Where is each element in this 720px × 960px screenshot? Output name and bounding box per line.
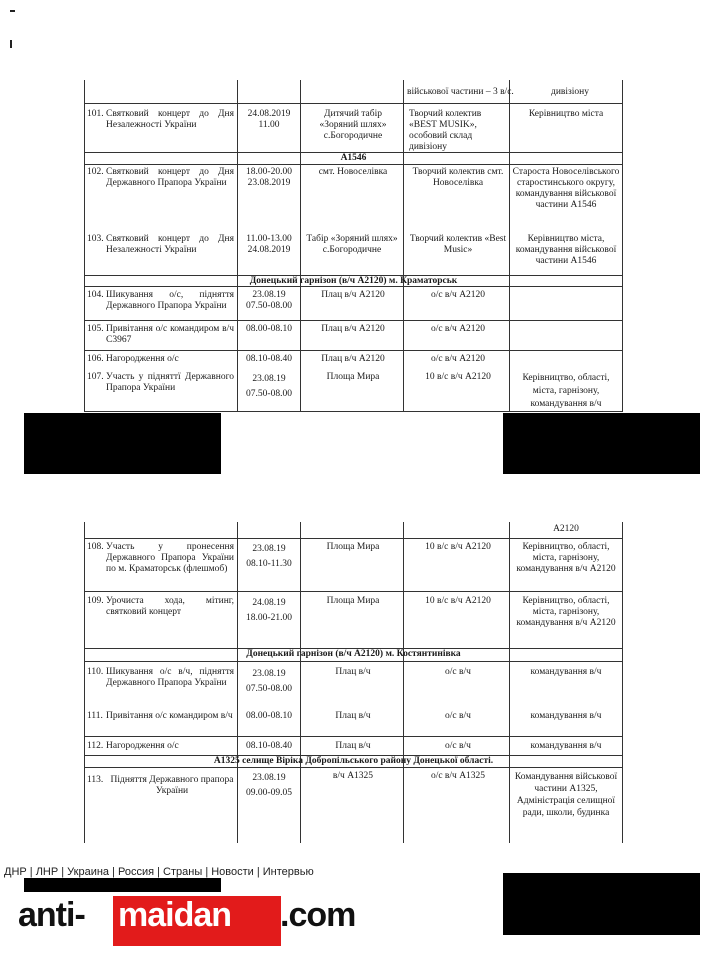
logo-text-anti: anti- bbox=[18, 896, 85, 934]
responsible-cell: командування в/ч bbox=[530, 711, 602, 721]
responsible-cell: Керівництво міста bbox=[528, 109, 604, 119]
date-cell: 08.10-08.40 bbox=[246, 741, 292, 751]
responsible-cell: Керівництво, області, міста, гарнізону, командування в/ч bbox=[522, 373, 610, 409]
section-header: Донецький гарнізон (в/ч А2120) м. Краматорськ bbox=[249, 276, 458, 286]
event-cell: Нагородження о/с bbox=[106, 741, 179, 751]
scan-mark bbox=[10, 40, 12, 48]
redaction-block bbox=[24, 878, 221, 892]
place-cell: Табір «Зоряний шлях» с.Богородичне bbox=[306, 234, 398, 255]
site-logo[interactable] bbox=[18, 896, 356, 946]
event-cell: Святковий концерт до Дня Незалежності України bbox=[106, 234, 234, 255]
row-number: 112. bbox=[87, 741, 104, 751]
responsible-cell: Керівництво, області, міста, гарнізону, командування в/ч А2120 bbox=[516, 596, 616, 628]
date-cell: 08.00-08.10 bbox=[246, 324, 292, 334]
responsible-cell: Командування військової частини А1325, Адміністрація селищної ради, школи, будинка bbox=[514, 772, 618, 818]
responsible-cell: дивізіону bbox=[550, 87, 590, 97]
responsible-cell: командування в/ч bbox=[530, 741, 602, 751]
date-cell: 23.08.19 08.10-11.30 bbox=[246, 544, 292, 569]
responsible-cell: Староста Новоселівського старостинського округу, командування військової частини А1546 bbox=[512, 167, 620, 210]
event-cell: Святковий концерт до Дня Державного Прапора України bbox=[106, 167, 234, 188]
row-number: 105. bbox=[87, 324, 104, 334]
date-cell: 23.08.19 07.50-08.00 bbox=[246, 290, 292, 311]
event-cell: Нагородження о/с bbox=[106, 354, 179, 364]
row-number: 101. bbox=[87, 109, 104, 119]
section-header: Донецький гарнізон (в/ч А2120) м. Костянтинівка bbox=[246, 649, 461, 659]
row-number: 110. bbox=[87, 667, 104, 677]
redaction-block bbox=[503, 873, 700, 935]
scan-mark bbox=[10, 10, 15, 12]
row-number: 102. bbox=[87, 167, 104, 177]
row-number: 113. bbox=[87, 775, 104, 785]
redaction-block bbox=[24, 413, 221, 474]
logo-text-com: .com bbox=[280, 896, 356, 934]
redaction-block bbox=[503, 413, 700, 474]
date-cell: 08.10-08.40 bbox=[246, 354, 292, 364]
row-number: 111. bbox=[87, 711, 103, 721]
row-number: 109. bbox=[87, 596, 104, 606]
date-cell: 11.00-13.00 24.08.2019 bbox=[246, 234, 292, 255]
row-number: 106. bbox=[87, 354, 104, 364]
row-number: 108. bbox=[87, 542, 104, 552]
date-cell: 18.00-20.00 23.08.2019 bbox=[246, 167, 292, 188]
date-cell: 23.08.19 09.00-09.05 bbox=[246, 773, 292, 798]
site-nav[interactable]: ДНР | ЛНР | Украина | Россия | Страны | Новости | Интервью bbox=[4, 866, 314, 878]
participants-cell: о/с в/ч А2120 bbox=[430, 324, 486, 334]
place-cell: в/ч А1325 bbox=[332, 771, 374, 781]
participants-cell: Творчий колектив «Best Music» bbox=[409, 234, 507, 255]
participants-cell: о/с в/ч bbox=[445, 741, 471, 751]
participants-cell: о/с в/ч А2120 bbox=[430, 354, 486, 364]
participants-cell: Творчий колектив смт. Новоселівка bbox=[412, 167, 504, 188]
date-cell: 24.08.2019 11.00 bbox=[247, 109, 291, 130]
place-cell: Плац в/ч bbox=[335, 667, 371, 677]
responsible-cell: командування в/ч bbox=[530, 667, 602, 677]
row-number: 107. bbox=[87, 372, 104, 382]
section-header: А1325 селище Віріка Добропільського району Донецької області. bbox=[213, 756, 494, 766]
participants-cell: 10 в/с в/ч А2120 bbox=[425, 372, 491, 382]
participants-cell: о/с в/ч А2120 bbox=[430, 290, 486, 300]
date-cell: 24.08.19 18.00-21.00 bbox=[246, 598, 292, 623]
event-cell: Святковий концерт до Дня Незалежності України bbox=[106, 109, 234, 130]
place-cell: Плац в/ч bbox=[335, 741, 371, 751]
row-number: 104. bbox=[87, 290, 104, 300]
participants-cell: 10 в/с в/ч А2120 bbox=[425, 596, 491, 606]
participants-cell: Творчий колектив «BEST MUSIK», особовий склад дивізіону bbox=[409, 109, 482, 152]
place-cell: Плац в/ч А2120 bbox=[321, 290, 385, 300]
place-cell: Плац в/ч А2120 bbox=[321, 324, 385, 334]
responsible-cell: Керівництво, області, міста, гарнізону, командування в/ч А2120 bbox=[516, 542, 616, 574]
participants-cell: військової частини – 3 в/с. bbox=[407, 87, 514, 97]
participants-cell: о/с в/ч bbox=[445, 667, 471, 677]
event-cell: Участь у підняттї Державного Прапора України bbox=[106, 372, 234, 393]
place-cell: Площа Мира bbox=[326, 596, 380, 606]
responsible-cell: А2120 bbox=[553, 524, 579, 534]
participants-cell: 10 в/с в/ч А2120 bbox=[425, 542, 491, 552]
section-header: А1546 bbox=[340, 153, 367, 163]
place-cell: Плац в/ч А2120 bbox=[321, 354, 385, 364]
event-cell: Підняття Державного прапора України bbox=[110, 775, 234, 796]
event-cell: Привітання о/с командиром в/ч С3967 bbox=[106, 324, 234, 345]
place-cell: смт. Новоселівка bbox=[318, 167, 388, 177]
event-cell: Урочиста хода, мітинг, святковий концерт bbox=[106, 596, 234, 617]
event-cell: Участь у пронесення Державного Прапора України по м. Краматорськ (флешмоб) bbox=[106, 542, 234, 574]
event-cell: Шикування о/с в/ч, підняття Державного Прапора України bbox=[106, 667, 234, 688]
place-cell: Дитячий табір «Зоряний шлях» с.Богородичне bbox=[319, 109, 387, 141]
place-cell: Плац в/ч bbox=[335, 711, 371, 721]
participants-cell: о/с в/ч bbox=[445, 711, 471, 721]
responsible-cell: Керівництво міста, командування військової частини А1546 bbox=[515, 234, 617, 266]
row-number: 103. bbox=[87, 234, 104, 244]
logo-text-maidan: maidan bbox=[118, 896, 232, 934]
date-cell: 08.00-08.10 bbox=[246, 711, 292, 721]
event-cell: Шикування о/с, підняття Державного Прапора України bbox=[106, 290, 234, 311]
event-cell: Привітання о/с командиром в/ч bbox=[106, 711, 233, 721]
date-cell: 23.08.19 07.50-08.00 bbox=[246, 374, 292, 399]
participants-cell: о/с в/ч А1325 bbox=[430, 771, 486, 781]
place-cell: Площа Мира bbox=[326, 372, 380, 382]
place-cell: Площа Мира bbox=[326, 542, 380, 552]
date-cell: 23.08.19 07.50-08.00 bbox=[246, 669, 292, 694]
